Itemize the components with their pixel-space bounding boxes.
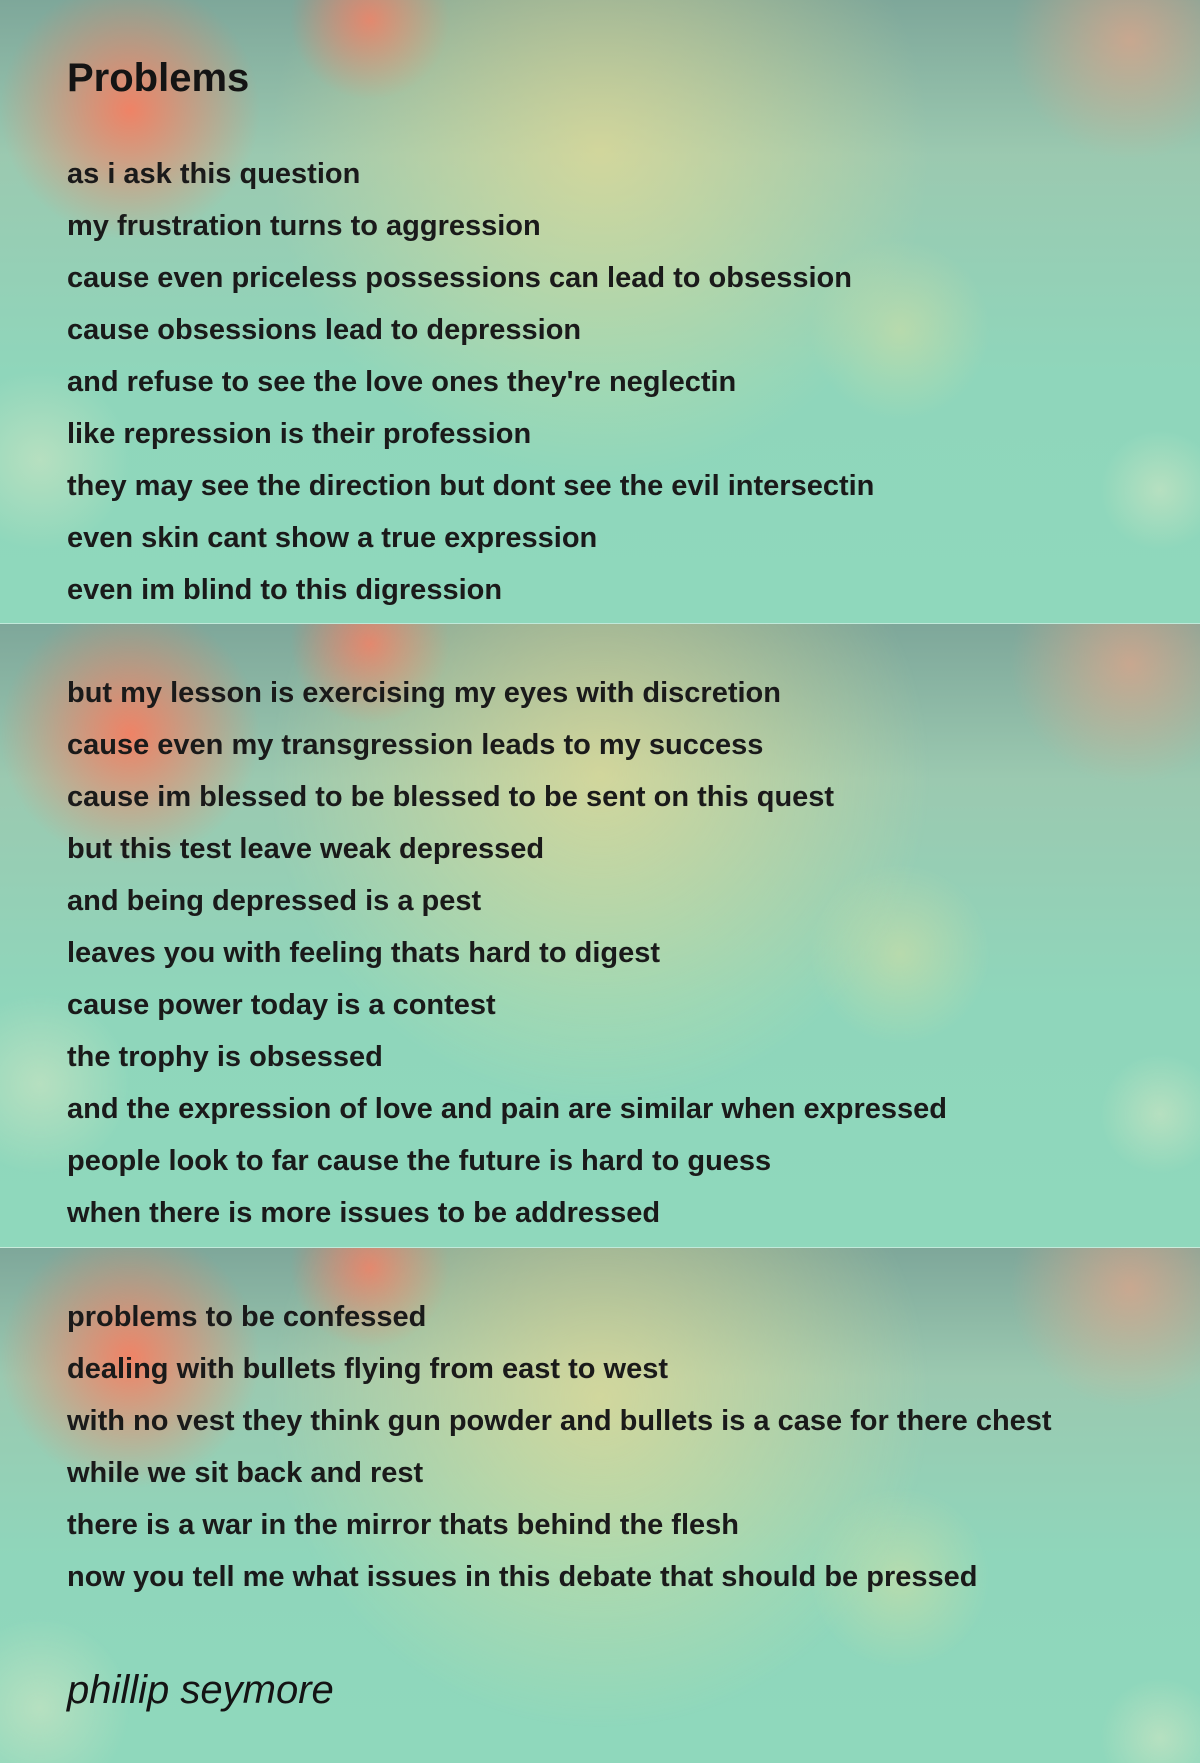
poem-line: and being depressed is a pest [67, 885, 482, 917]
poem-line: cause even my transgression leads to my success [67, 729, 764, 761]
poem-line: even im blind to this digression [67, 574, 503, 606]
poem-line: dealing with bullets flying from east to west [67, 1353, 669, 1385]
poem-line: even skin cant show a true expression [67, 522, 598, 554]
poem-panel-3 [0, 1247, 1200, 1763]
poem-line: when there is more issues to be addressed [67, 1197, 661, 1229]
poem-line: leaves you with feeling thats hard to digest [67, 937, 660, 969]
poem-panel-2 [0, 623, 1200, 1248]
poem-line: they may see the direction but dont see the evil intersectin [67, 470, 875, 502]
poem-line: but my lesson is exercising my eyes with discretion [67, 677, 781, 709]
poem-line: cause im blessed to be blessed to be sent on this quest [67, 781, 835, 813]
poem-line: with no vest they think gun powder and bullets is a case for there chest [67, 1405, 1052, 1437]
poem-line: as i ask this question [67, 158, 361, 190]
poem-line: my frustration turns to aggression [67, 210, 541, 242]
poem-line: cause even priceless possessions can lead to obsession [67, 262, 852, 294]
poem-panel-1 [0, 0, 1200, 623]
poem-line: and refuse to see the love ones they're neglectin [67, 366, 737, 398]
poem-line: but this test leave weak depressed [67, 833, 545, 865]
poem-line: cause obsessions lead to depression [67, 314, 582, 346]
poem-line: there is a war in the mirror thats behind the flesh [67, 1509, 739, 1541]
poem-line: while we sit back and rest [67, 1457, 424, 1489]
poem-line: now you tell me what issues in this debate that should be pressed [67, 1561, 978, 1593]
poem-line: people look to far cause the future is hard to guess [67, 1145, 772, 1177]
poem-line: problems to be confessed [67, 1301, 427, 1333]
poem-line: and the expression of love and pain are similar when expressed [67, 1093, 947, 1125]
poem-author: phillip seymore [67, 1668, 334, 1712]
stanza-2 [67, 667, 947, 1239]
poem-line: like repression is their profession [67, 418, 532, 450]
stanza-1 [67, 148, 874, 616]
poem-line: the trophy is obsessed [67, 1041, 383, 1073]
stanza-3 [67, 1291, 1052, 1603]
poem-line: cause power today is a contest [67, 989, 496, 1021]
poem-title: Problems [67, 56, 250, 100]
